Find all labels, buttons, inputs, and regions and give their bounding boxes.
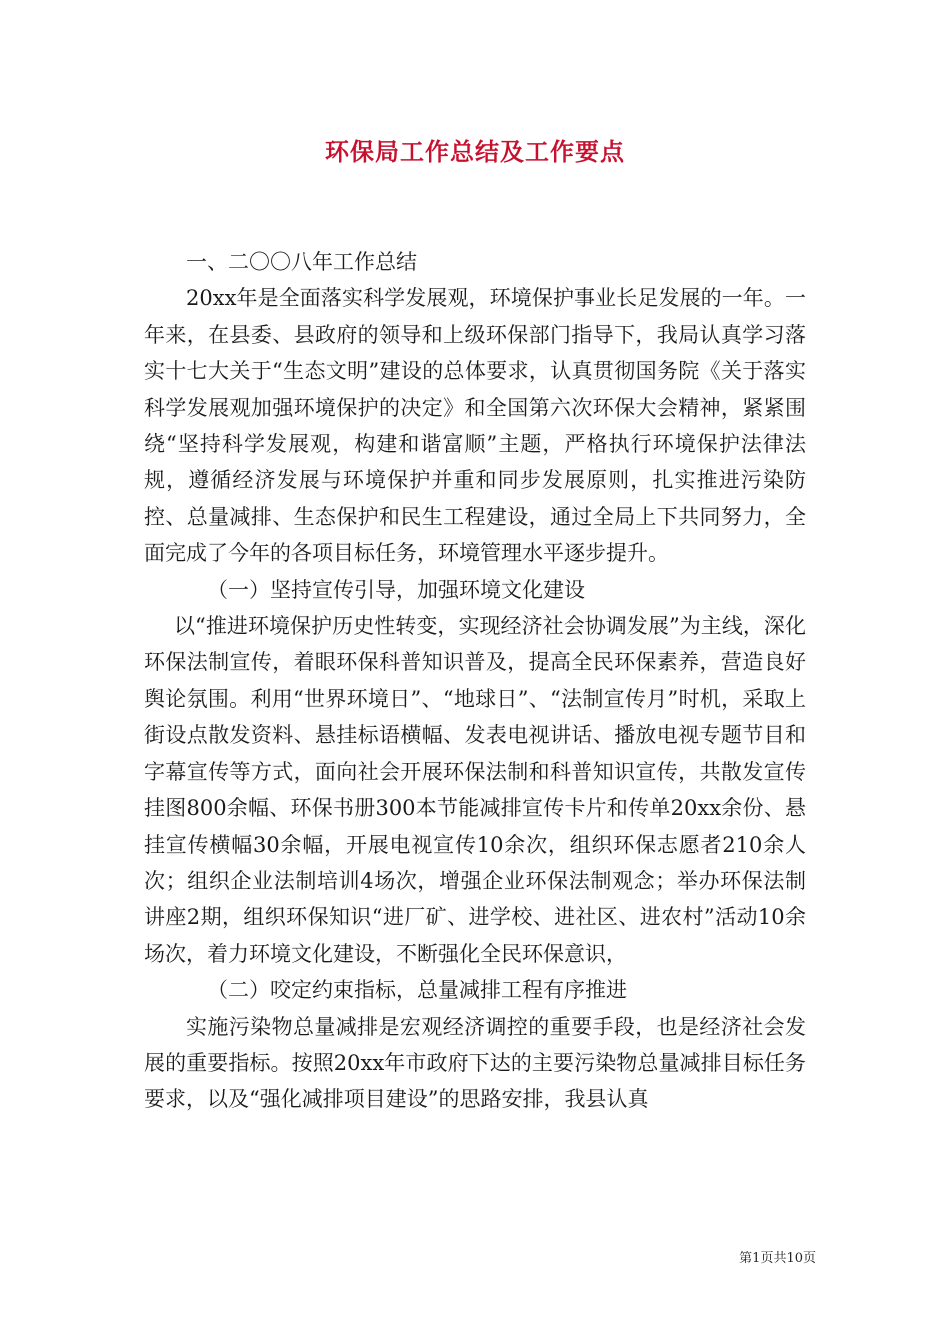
intro-paragraph: 20xx年是全面落实科学发展观，环境保护事业长足发展的一年。一年来，在县委、县政府的领导和上级环保部门指导下，我局认真学习落实十七大关于“生态文明”建设的总体要求，认真贯彻国务院《关于落实科学发展观加强环境保护的决定》和全国第六次环保大会精神，紧紧围绕“坚持科学发展观，构建和谐富顺”主题，严格执行环境保护法律法规，遵循经济发展与环境保护并重和同步发展原则，扎实推进污染防控、总量减排、生态保护和民生工程建设，通过全局上下共同努力，全面完成了今年的各项目标任务，环境管理水平逐步提升。: [144, 286, 806, 566]
document-body: [144, 244, 806, 1118]
section-heading: 一、二〇〇八年工作总结: [186, 250, 417, 274]
document-title: 环保局工作总结及工作要点: [325, 137, 625, 166]
page-number: 第1页共10页: [739, 1251, 816, 1266]
subsection-heading-1: （一）坚持宣传引导，加强环境文化建设: [207, 577, 585, 602]
subsection-paragraph-2: 实施污染物总量减排是宏观经济调控的重要手段，也是经济社会发展的重要指标。按照20xx年市政府下达的主要污染物总量减排目标任务要求，以及“强化减排项目建设”的思路安排，我县认真: [144, 1014, 806, 1112]
subsection-paragraph-1: 以“推进环境保护历史性转变，实现经济社会协调发展”为主线，深化环保法制宣传，着眼环保科普知识普及，提高全民环保素养，营造良好舆论氛围。利用“世界环境日”、“地球日”、“法制宣传月”时机，采取上街设点散发资料、悬挂标语横幅、发表电视讲话、播放电视专题节目和字幕宣传等方式，面向社会开展环保法制和科普知识宣传，共散发宣传挂图800余幅、环保书册300本节能减排宣传卡片和传单20xx余份、悬挂宣传横幅30余幅，开展电视宣传10余次，组织环保志愿者210余人次；组织企业法制培训4场次，增强企业环保法制观念；举办环保法制讲座2期，组织环保知识“进厂矿、进学校、进社区、进农村”活动10余场次，着力环境文化建设，不断强化全民环保意识，: [144, 614, 806, 966]
subsection-heading-2: （二）咬定约束指标，总量减排工程有序推进: [207, 978, 627, 1003]
